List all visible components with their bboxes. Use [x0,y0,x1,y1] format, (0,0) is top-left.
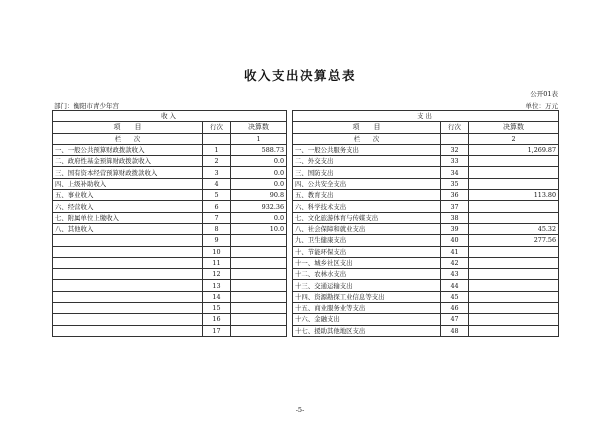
expense-row-number: 40 [441,235,469,246]
expense-amount [469,314,559,325]
income-row-number: 15 [203,303,231,314]
income-item-name: 六、经营收入 [53,201,203,212]
expense-amount [469,291,559,302]
expense-item-name: 十二、农林水支出 [293,269,441,280]
expense-row-number: 34 [441,167,469,178]
income-amount-header: 决算数 [231,122,287,133]
table-row [53,235,559,246]
expense-amount [469,303,559,314]
expense-lanci-number: 2 [469,133,559,144]
income-item-name [53,280,203,291]
expense-row-number: 41 [441,246,469,257]
expense-amount [469,201,559,212]
expense-item-name: 四、公共安全支出 [293,178,441,189]
department-label: 部门：衡阳市青少年宫 [54,102,119,110]
income-amount [231,257,287,268]
table-row [53,303,559,314]
expense-item-name: 十、节能环保支出 [293,246,441,257]
income-row-number: 8 [203,223,231,234]
expense-row-number: 36 [441,190,469,201]
expense-row-number: 47 [441,314,469,325]
expense-row-number: 45 [441,291,469,302]
expense-amount: 113.80 [469,190,559,201]
income-amount [231,314,287,325]
income-item-name [53,269,203,280]
expense-lanci-label: 栏 次 [293,133,441,144]
expense-amount: 1,269.87 [469,144,559,155]
income-item-name [53,257,203,268]
expense-row-number: 44 [441,280,469,291]
expense-item-name: 十七、援助其他地区支出 [293,325,441,336]
income-row-number: 12 [203,269,231,280]
expense-row-number: 38 [441,212,469,223]
income-item-name: 四、上级补助收入 [53,178,203,189]
expense-amount-header: 决算数 [469,122,559,133]
income-item-name: 七、附属单位上缴收入 [53,212,203,223]
expense-item-name: 五、教育支出 [293,190,441,201]
expense-row-number: 43 [441,269,469,280]
income-item-name [53,235,203,246]
income-amount: 0.0 [231,167,287,178]
expense-row-number: 39 [441,223,469,234]
income-row-number: 4 [203,178,231,189]
expense-item-name: 九、卫生健康支出 [293,235,441,246]
expense-item-name: 十一、城乡社区支出 [293,257,441,268]
expense-item-name: 十四、资源勘探工业信息等支出 [293,291,441,302]
income-row-number: 10 [203,246,231,257]
income-item-name: 一、一般公共预算财政拨款收入 [53,144,203,155]
income-item-name [53,314,203,325]
income-amount [231,280,287,291]
expense-row-number: 42 [441,257,469,268]
expense-amount [469,167,559,178]
table-row [53,280,559,291]
table-row [53,178,559,189]
table-row [53,156,559,167]
income-amount: 0.0 [231,156,287,167]
income-row-number: 2 [203,156,231,167]
income-item-name: 二、政府性基金预算财政拨款收入 [53,156,203,167]
table-row [53,190,559,201]
table-row [53,314,559,325]
income-row-number: 17 [203,325,231,336]
form-number: 公开01表 [530,90,558,98]
income-row-number: 14 [203,291,231,302]
income-item-name [53,325,203,336]
income-amount: 932.36 [231,201,287,212]
income-row-number: 13 [203,280,231,291]
income-row-number: 1 [203,144,231,155]
expense-amount: 277.56 [469,235,559,246]
page-number: -5- [295,406,305,414]
expense-amount [469,257,559,268]
column-header-row [53,122,559,133]
expense-item-name: 七、文化旅游体育与传媒支出 [293,212,441,223]
summary-table [52,110,559,337]
expense-row-number: 46 [441,303,469,314]
expense-item-name: 十六、金融支出 [293,314,441,325]
income-item-name [53,303,203,314]
table-row [53,325,559,336]
expense-row-number: 37 [441,201,469,212]
table-row [53,223,559,234]
income-amount: 90.8 [231,190,287,201]
income-amount: 10.0 [231,223,287,234]
table-row [53,291,559,302]
expense-amount [469,280,559,291]
expense-item-header: 项 目 [293,122,441,133]
expense-row-number: 32 [441,144,469,155]
income-amount: 0.0 [231,178,287,189]
income-lanci-number: 1 [231,133,287,144]
column-number-row [53,133,559,144]
income-amount: 588.73 [231,144,287,155]
income-row-number: 9 [203,235,231,246]
table-row [53,212,559,223]
income-item-header: 项 目 [53,122,203,133]
income-row-number: 6 [203,201,231,212]
income-item-name: 八、其他收入 [53,223,203,234]
income-amount [231,291,287,302]
income-amount [231,246,287,257]
income-amount: 0.0 [231,212,287,223]
expense-item-name: 六、科学技术支出 [293,201,441,212]
table-row [53,257,559,268]
income-header: 收入 [53,111,287,122]
expense-row-number: 33 [441,156,469,167]
expense-item-name: 二、外交支出 [293,156,441,167]
income-lanci-empty [203,133,231,144]
expense-item-name: 十三、交通运输支出 [293,280,441,291]
expense-row-number: 35 [441,178,469,189]
expense-header: 支出 [293,111,559,122]
expense-item-name: 三、国防支出 [293,167,441,178]
income-lanci-label: 栏 次 [53,133,203,144]
expense-amount [469,156,559,167]
income-row-header: 行次 [203,122,231,133]
income-item-name [53,246,203,257]
income-amount [231,325,287,336]
expense-item-name: 十五、商业服务业等支出 [293,303,441,314]
section-header-row [53,111,559,122]
income-amount [231,269,287,280]
income-row-number: 16 [203,314,231,325]
expense-item-name: 一、一般公共服务支出 [293,144,441,155]
income-row-number: 5 [203,190,231,201]
expense-amount [469,246,559,257]
table-row [53,167,559,178]
table-row [53,201,559,212]
expense-row-header: 行次 [441,122,469,133]
expense-amount [469,325,559,336]
income-row-number: 7 [203,212,231,223]
expense-item-name: 八、社会保障和就业支出 [293,223,441,234]
table-row [53,144,559,155]
expense-amount: 45.32 [469,223,559,234]
expense-lanci-empty [441,133,469,144]
expense-amount [469,178,559,189]
income-item-name [53,291,203,302]
income-item-name: 五、事业收入 [53,190,203,201]
expense-amount [469,269,559,280]
expense-row-number: 48 [441,325,469,336]
unit-label: 单位：万元 [525,102,558,110]
table-row [53,269,559,280]
expense-amount [469,212,559,223]
income-amount [231,235,287,246]
table-row [53,246,559,257]
income-row-number: 3 [203,167,231,178]
page-title: 收入支出决算总表 [243,68,356,83]
income-row-number: 11 [203,257,231,268]
income-item-name: 三、国有资本经营预算财政拨款收入 [53,167,203,178]
income-amount [231,303,287,314]
